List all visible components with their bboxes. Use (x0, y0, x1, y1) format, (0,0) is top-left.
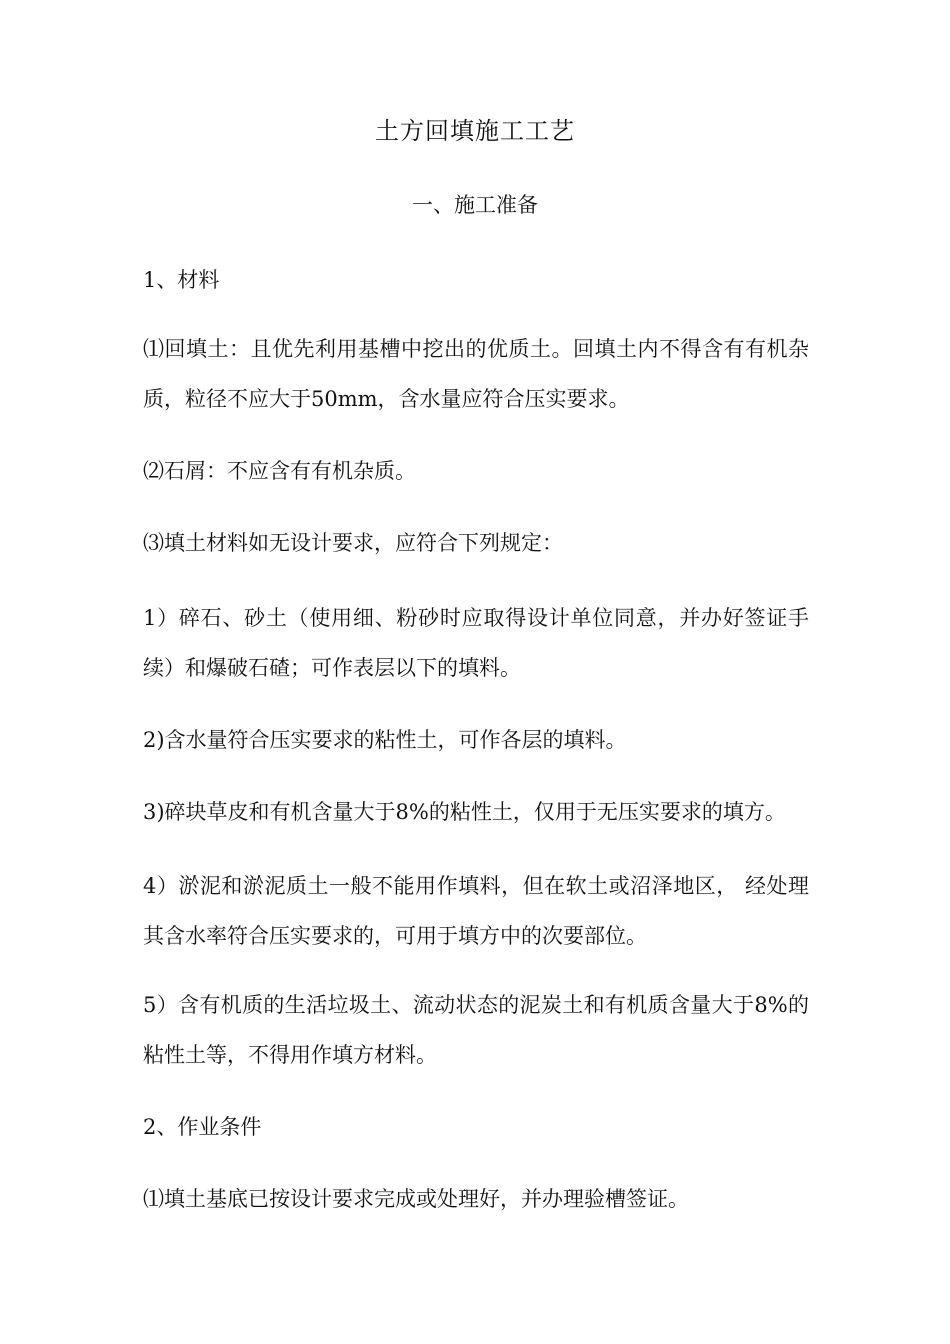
section-heading: 一、施工准备 (412, 193, 538, 217)
list-item-1: 1）碎石、砂土（使用细、粉砂时应取得设计单位同意，并办好签证手续）和爆破石碴；可作表层以下的填料。 (143, 606, 809, 680)
paragraph-stone-chips: ⑵石屑：不应含有有机杂质。 (143, 459, 416, 483)
subsection-heading-materials: 1、材料 (143, 268, 220, 292)
paragraph-fill-rules: ⑶填土材料如无设计要求，应符合下列规定： (143, 531, 563, 555)
list-item-4: 4）淤泥和淤泥质土一般不能用作填料，但在软土或沼泽地区， 经处理其含水率符合压实要求的，可用于填方中的次要部位。 (143, 874, 809, 948)
document-title: 土方回填施工工艺 (375, 117, 575, 145)
list-item-2: 2)含水量符合压实要求的粘性土，可作各层的填料。 (143, 728, 627, 752)
subsection-heading-conditions: 2、作业条件 (143, 1115, 262, 1139)
paragraph-base-prepared: ⑴填土基底已按设计要求完成或处理好，并办理验槽签证。 (143, 1187, 689, 1211)
list-item-3: 3)碎块草皮和有机含量大于8%的粘性土，仅用于无压实要求的填方。 (143, 800, 786, 824)
paragraph-backfill-soil: ⑴回填土：且优先利用基槽中挖出的优质土。回填土内不得含有有机杂质，粒径不应大于50mm，含水量应符合压实要求。 (143, 337, 809, 411)
list-item-5: 5）含有机质的生活垃圾土、流动状态的泥炭土和有机质含量大于8%的粘性土等，不得用作填方材料。 (143, 993, 809, 1067)
